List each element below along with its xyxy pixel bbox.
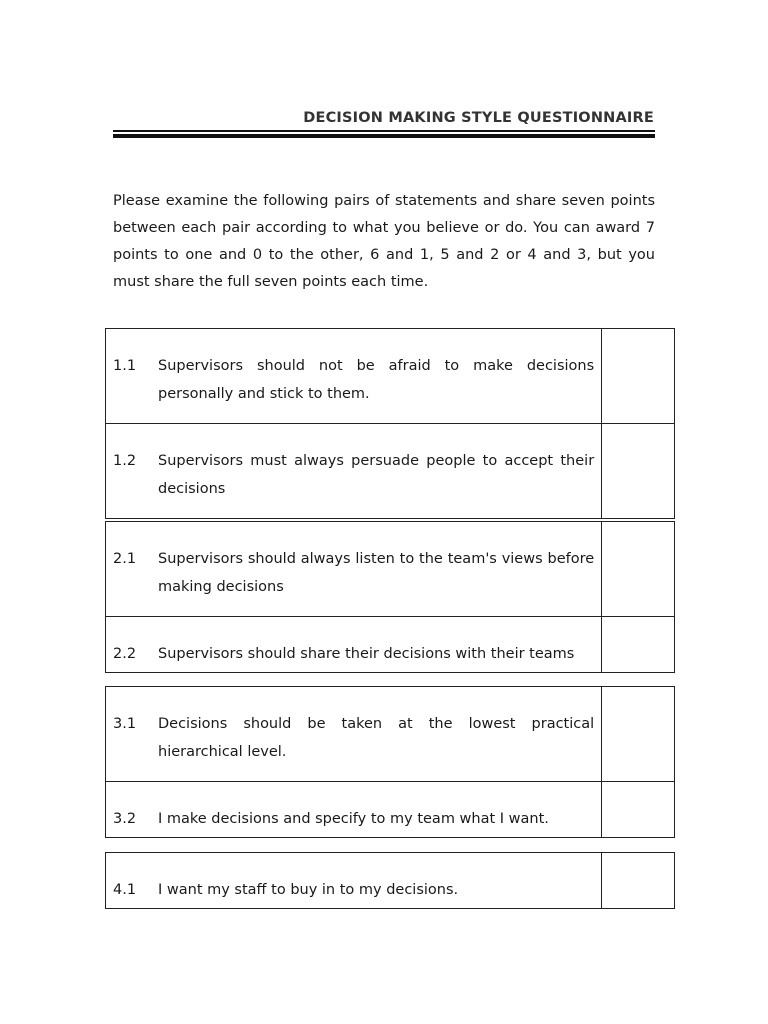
statement-cell — [106, 329, 602, 424]
statement-cell — [106, 424, 602, 519]
statement-number: 1.1 — [113, 358, 137, 374]
statement-text: Supervisors should share their decisions with their teams — [158, 646, 575, 662]
statement-row — [106, 687, 675, 782]
points-input-cell[interactable] — [602, 853, 675, 909]
statement-text: Supervisors must always persuade people to accept their decisions — [158, 453, 595, 497]
statement-number: 2.1 — [113, 551, 137, 567]
statement-row — [106, 617, 675, 673]
statement-row — [106, 522, 675, 617]
points-input-cell[interactable] — [602, 617, 675, 673]
statement-number: 2.2 — [113, 646, 137, 662]
statement-number: 3.2 — [113, 811, 137, 827]
statement-number: 1.2 — [113, 453, 137, 469]
statement-pair-4 — [105, 852, 675, 909]
statement-text: I make decisions and specify to my team what I want. — [158, 811, 549, 827]
statement-pair-2 — [105, 521, 675, 673]
statement-cell — [106, 782, 602, 838]
statement-cell — [106, 617, 602, 673]
points-input-cell[interactable] — [602, 424, 675, 519]
header-rule-thick — [113, 134, 655, 138]
header-rule-thin — [113, 130, 655, 132]
points-input-cell[interactable] — [602, 687, 675, 782]
statement-number: 3.1 — [113, 716, 137, 732]
statement-cell — [106, 853, 602, 909]
statement-cell — [106, 687, 602, 782]
points-input-cell[interactable] — [602, 782, 675, 838]
statement-row — [106, 853, 675, 909]
statement-text: Supervisors should not be afraid to make decisions personally and stick to them. — [158, 358, 595, 402]
document-title: DECISION MAKING STYLE QUESTIONNAIRE — [303, 110, 654, 126]
statement-number: 4.1 — [113, 882, 137, 898]
statement-row — [106, 424, 675, 519]
statement-text: Supervisors should always listen to the team's views before making decisions — [158, 551, 595, 595]
points-input-cell[interactable] — [602, 522, 675, 617]
instructions-paragraph: Please examine the following pairs of statements and share seven points between each pair according to what you believe or do. You can award 7 points to one and 0 to the other, 6 and 1, 5 and 2 or 4 and 3, but you must share the full seven points each time. — [113, 193, 655, 290]
statement-row — [106, 329, 675, 424]
points-input-cell[interactable] — [602, 329, 675, 424]
statement-pair-1 — [105, 328, 675, 519]
statement-row — [106, 782, 675, 838]
statement-text: I want my staff to buy in to my decisions. — [158, 882, 459, 898]
statement-cell — [106, 522, 602, 617]
statement-pair-3 — [105, 686, 675, 838]
statement-text: Decisions should be taken at the lowest practical hierarchical level. — [158, 716, 595, 760]
